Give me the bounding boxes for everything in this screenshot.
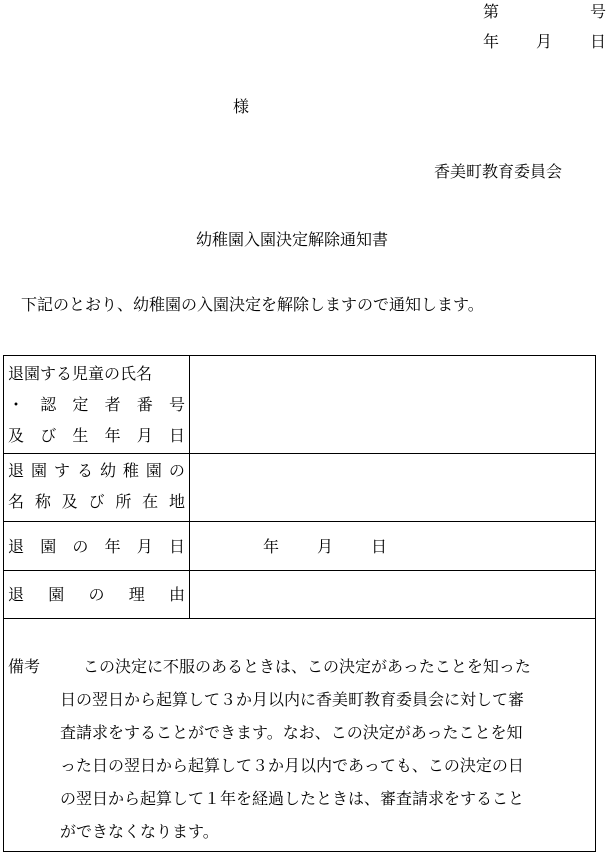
label-kindergarten-line2: 名 称 及 び 所 在 地 bbox=[8, 492, 185, 511]
issue-date-day: 日 bbox=[590, 32, 606, 51]
document-title: 幼稚園入園決定解除通知書 bbox=[196, 230, 389, 249]
label-child-name-line: 退園する児童の氏名 bbox=[8, 364, 153, 383]
remarks-line-1: この決定に不服のあるときは、この決定があったことを知った bbox=[83, 657, 531, 676]
label-withdrawal-reason: 退 園 の 理 由 bbox=[4, 571, 190, 619]
remarks-line-3: 査請求をすることができます。なお、この決定があったことを知 bbox=[60, 723, 523, 742]
label-child-info bbox=[4, 356, 190, 454]
value-kindergarten[interactable] bbox=[190, 454, 596, 522]
label-cert-number-line: ・ 認 定 者 番 号 bbox=[8, 395, 185, 414]
remarks-heading: 備考 bbox=[8, 657, 41, 676]
issue-date-month: 月 bbox=[536, 32, 553, 51]
label-birthdate-line: 及 び 生 年 月 日 bbox=[8, 426, 185, 445]
remarks-cell bbox=[4, 619, 596, 852]
remarks-line-5: の翌日から起算して１年を経過したときは、審査請求をすること bbox=[60, 789, 525, 808]
remarks-line-4: った日の翌日から起算して３か月以内であっても、この決定の日 bbox=[60, 756, 524, 775]
value-withdrawal-reason[interactable] bbox=[190, 571, 596, 619]
remarks-line-2: 日の翌日から起算して３か月以内に香美町教育委員会に対して審 bbox=[60, 690, 525, 709]
addressee-suffix: 様 bbox=[233, 97, 250, 116]
value-withdrawal-date[interactable] bbox=[190, 522, 596, 571]
document-number-go: 号 bbox=[590, 2, 606, 21]
row-withdrawal-reason bbox=[4, 571, 596, 619]
remarks-line-6: ができなくなります。 bbox=[60, 822, 219, 841]
intro-text: 下記のとおり、幼稚園の入園決定を解除しますので通知します。 bbox=[21, 295, 484, 314]
row-kindergarten bbox=[4, 454, 596, 522]
document-number-dai: 第 bbox=[483, 2, 500, 21]
issuer-name: 香美町教育委員会 bbox=[434, 162, 563, 181]
notice-table bbox=[3, 355, 596, 852]
row-remarks bbox=[4, 619, 596, 852]
issue-date-year: 年 bbox=[483, 32, 500, 51]
withdrawal-month: 月 bbox=[317, 536, 334, 556]
label-withdrawal-date: 退 園 の 年 月 日 bbox=[4, 522, 190, 571]
row-child-info bbox=[4, 356, 596, 454]
label-kindergarten-line1: 退 園 す る 幼 稚 園 の bbox=[8, 461, 185, 480]
withdrawal-year: 年 bbox=[263, 536, 280, 556]
label-kindergarten bbox=[4, 454, 190, 522]
value-child-info[interactable] bbox=[190, 356, 596, 454]
row-withdrawal-date bbox=[4, 522, 596, 571]
withdrawal-day: 日 bbox=[371, 536, 388, 556]
